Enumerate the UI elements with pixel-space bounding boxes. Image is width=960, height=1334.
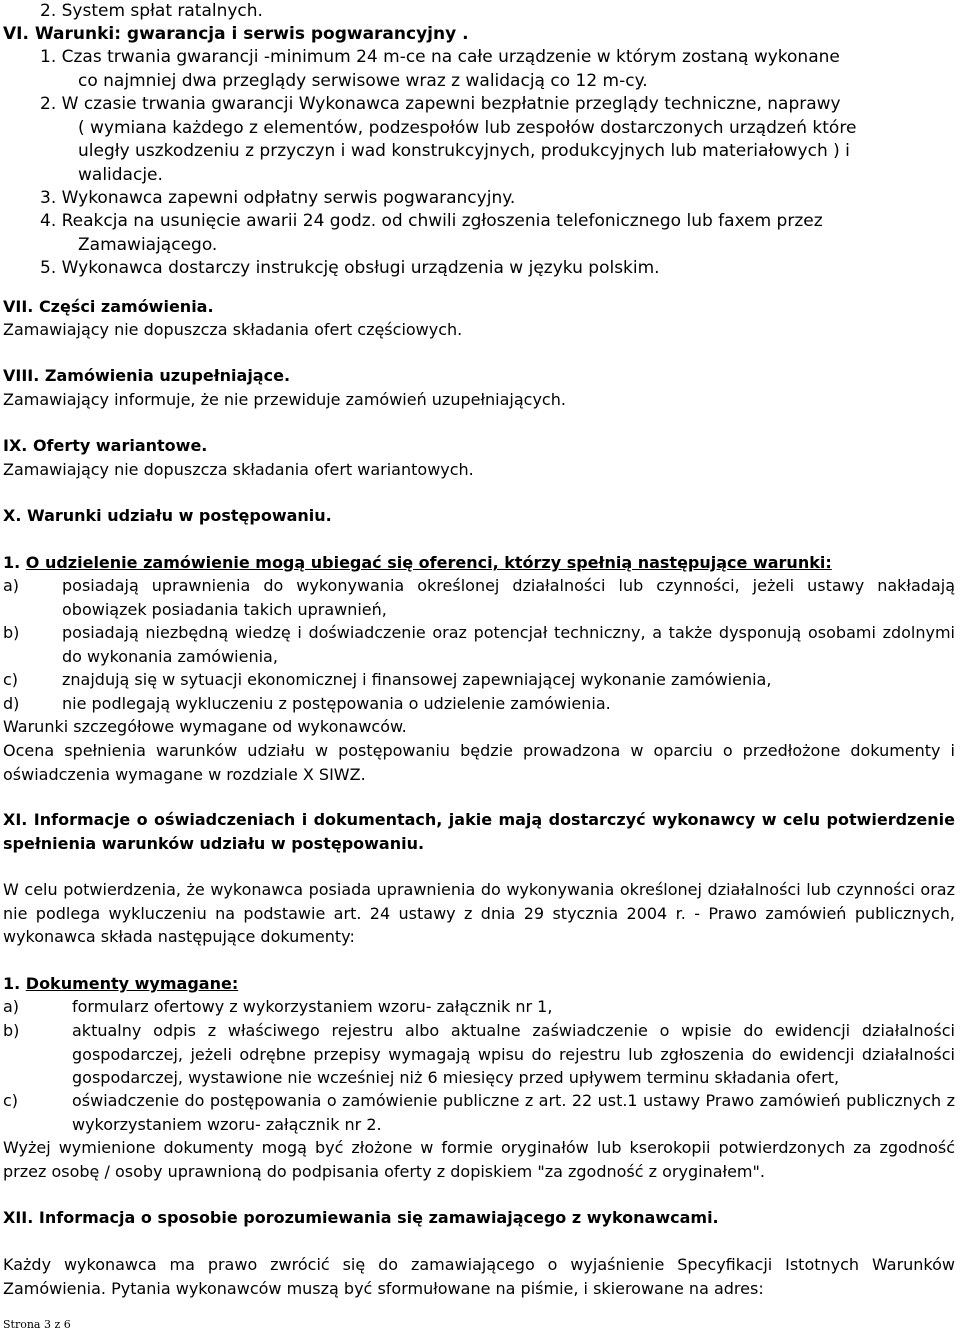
section-vii-text: Zamawiający nie dopuszcza składania ofert częściowych. <box>3 320 463 339</box>
section-ix-text: Zamawiający nie dopuszcza składania ofert wariantowych. <box>3 460 474 479</box>
docs-number: 1. <box>3 974 26 993</box>
condition-c-text: znajdują się w sytuacji ekonomicznej i finansowej zapewniającej wykonanie zamówienia, <box>62 670 772 689</box>
warranty-item-3: 3. Wykonawca zapewni odpłatny serwis pogwarancyjny. <box>40 188 516 208</box>
condition-a-label: a) <box>3 576 20 595</box>
section-xii-heading: XII. Informacja o sposobie porozumiewania się zamawiającego z wykonawcami. <box>3 1208 719 1227</box>
point-number: 1. <box>3 553 26 572</box>
section-xi-intro: W celu potwierdzenia, że wykonawca posiada uprawnienia do wykonywania określonej działalności lub czynności oraz nie podlega wykluczeniu na podstawie art. 24 ustawy z dnia 29 stycznia 2004 r. - Prawo zamówień publicznych, wykonawca składa następujące dokumenty: <box>3 880 955 946</box>
section-vi-heading: VI. Warunki: gwarancja i serwis pogwarancyjny . <box>3 24 469 44</box>
condition-a-text: posiadają uprawnienia do wykonywania określonej działalności lub czynności, jeżeli ustawy nakładają obowiązek posiadania takich uprawnień, <box>62 576 955 619</box>
section-x-heading: X. Warunki udziału w postępowaniu. <box>3 506 332 525</box>
section-x-evaluation-note: Ocena spełnienia warunków udziału w postępowaniu będzie prowadzona w oparciu o przedłożone dokumenty i oświadczenia wymagane w rozdziale X SIWZ. <box>3 741 955 784</box>
list-item-system-splat: 2. System spłat ratalnych. <box>40 1 263 21</box>
section-viii-text: Zamawiający informuje, że nie przewiduje zamówień uzupełniających. <box>3 390 566 409</box>
condition-c-label: c) <box>3 670 19 689</box>
warranty-item-4-line2: Zamawiającego. <box>78 235 218 255</box>
condition-b-text: posiadają niezbędną wiedzę i doświadczenie oraz potencjał techniczny, a także dysponują osobami zdolnymi do wykonania zamówienia, <box>62 623 955 666</box>
section-ix-heading: IX. Oferty wariantowe. <box>3 436 208 455</box>
section-xi-heading: XI. Informacje o oświadczeniach i dokumentach, jakie mają dostarczyć wykonawcy w celu potwierdzenie spełnienia warunków udziału w postępowaniu. <box>3 810 955 853</box>
document-a-text: formularz ofertowy z wykorzystaniem wzoru- załącznik nr 1, <box>72 997 553 1016</box>
condition-b-label: b) <box>3 623 20 642</box>
warranty-item-5: 5. Wykonawca dostarczy instrukcję obsługi urządzenia w języku polskim. <box>40 258 660 278</box>
page-number: Strona 3 z 6 <box>3 1318 71 1331</box>
warranty-item-2-line1: 2. W czasie trwania gwarancji Wykonawca zapewni bezpłatnie przeglądy techniczne, naprawy <box>40 94 841 114</box>
warranty-item-1-line2: co najmniej dwa przeglądy serwisowe wraz z walidacją co 12 m-cy. <box>78 71 648 91</box>
document-c-label: c) <box>3 1091 19 1110</box>
section-viii-heading: VIII. Zamówienia uzupełniające. <box>3 366 291 385</box>
section-xi-docs-heading <box>3 972 955 996</box>
section-x-point1 <box>3 551 955 575</box>
condition-d-label: d) <box>3 694 20 713</box>
warranty-item-2-line4: walidacje. <box>78 165 163 185</box>
document-a-label: a) <box>3 997 20 1016</box>
section-x-requirements-note: Warunki szczegółowe wymagane od wykonawców. <box>3 717 407 736</box>
warranty-item-2-line2: ( wymiana każdego z elementów, podzespołów lub zespołów dostarczonych urządzeń które <box>78 118 857 138</box>
warranty-item-4-line1: 4. Reakcja na usunięcie awarii 24 godz. od chwili zgłoszenia telefonicznego lub faxem przez <box>40 211 823 231</box>
section-xi-certification-note: Wyżej wymienione dokumenty mogą być złożone w formie oryginałów lub kserokopii potwierdzonych za zgodność przez osobę / osoby uprawnioną do podpisania oferty z dopiskiem "za zgodność z oryginałem". <box>3 1138 955 1181</box>
section-xii-text: Każdy wykonawca ma prawo zwrócić się do zamawiającego o wyjaśnienie Specyfikacji Istotnych Warunków Zamówienia. Pytania wykonawców muszą być sformułowane na piśmie, i skierowane na adres: <box>3 1255 955 1298</box>
condition-d-text: nie podlegają wykluczeniu z postępowania o udzielenie zamówienia. <box>62 694 611 713</box>
warranty-item-2-line3: uległy uszkodzeniu z przyczyn i wad konstrukcyjnych, produkcyjnych lub materiałowych ) i <box>78 141 850 161</box>
section-vii-heading: VII. Części zamówienia. <box>3 297 214 316</box>
point-title: O udzielenie zamówienie mogą ubiegać się oferenci, którzy spełnią następujące warunki: <box>25 553 832 572</box>
document-b-label: b) <box>3 1021 20 1040</box>
document-b-text: aktualny odpis z właściwego rejestru albo aktualne zaświadczenie o wpisie do ewidencji działalności gospodarczej, jeżeli odrębne przepisy wymagają wpisu do rejestru lub zgłoszenia do ewidencji działalności gospodarczej, wystawione nie wcześniej niż 6 miesięcy przed upływem terminu składania ofert, <box>72 1021 955 1087</box>
warranty-item-1-line1: 1. Czas trwania gwarancji -minimum 24 m-ce na całe urządzenie w którym zostaną wykonane <box>40 47 840 67</box>
docs-title: Dokumenty wymagane: <box>25 974 239 993</box>
document-c-text: oświadczenie do postępowania o zamówienie publiczne z art. 22 ust.1 ustawy Prawo zamówień publicznych z wykorzystaniem wzoru- załącznik nr 2. <box>72 1091 955 1134</box>
